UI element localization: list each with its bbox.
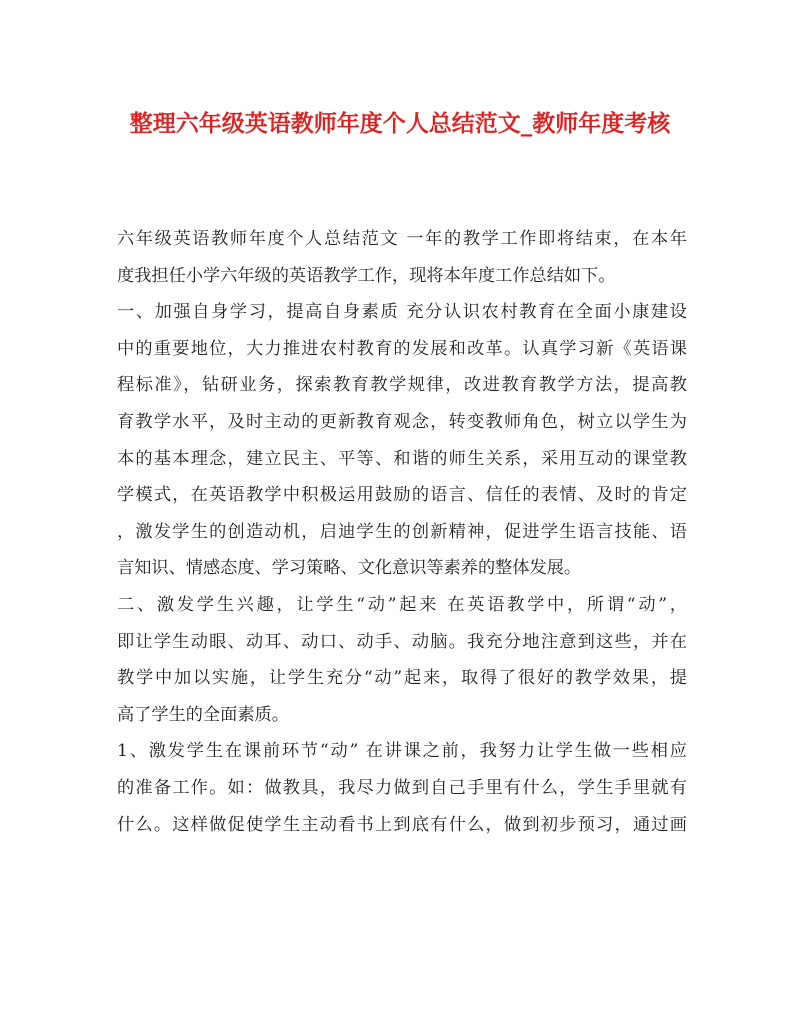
- text-line: 的准备工作。如：做教具，我尽力做到自己手里有什么，学生手里就有: [117, 777, 687, 798]
- document-title: 整理六年级英语教师年度个人总结范文_教师年度考核: [129, 110, 671, 137]
- text-line: 即让学生动眼、动耳、动口、动手、动脑。我充分地注意到这些，并在: [117, 631, 687, 652]
- text-line: 学模式，在英语教学中积极运用鼓励的语言、信任的表情、及时的肯定: [117, 485, 687, 506]
- text-line: 一、加强自身学习，提高自身素质 充分认识农村教育在全面小康建设: [117, 302, 687, 323]
- text-line: 中的重要地位，大力推进农村教育的发展和改革。认真学习新《英语课: [117, 338, 687, 359]
- text-line: 六年级英语教师年度个人总结范文 一年的教学工作即将结束，在本年: [117, 229, 687, 249]
- text-line: 程标准》，钻研业务，探索教育教学规律，改进教育教学方法，提高教: [117, 375, 687, 396]
- text-line: 什么。这样做促使学生主动看书上到底有什么，做到初步预习，通过画: [117, 814, 687, 835]
- text-line: 1、激发学生在课前环节“动” 在讲课之前，我努力让学生做一些相应: [117, 741, 687, 762]
- text-line: 教学中加以实施，让学生充分“动”起来，取得了很好的教学效果，提: [117, 668, 687, 689]
- text-line: ，激发学生的创造动机，启迪学生的创新精神，促进学生语言技能、语: [117, 521, 687, 542]
- text-line: 育教学水平，及时主动的更新教育观念，转变教师角色，树立以学生为: [117, 411, 687, 432]
- text-line: 高了学生的全面素质。: [117, 704, 289, 725]
- document-body: [117, 221, 687, 843]
- text-line: 本的基本理念，建立民主、平等、和谐的师生关系，采用互动的课堂教: [117, 448, 687, 469]
- text-line: 二、激发学生兴趣，让学生“动”起来 在英语教学中，所谓“动”，: [117, 594, 687, 615]
- text-line: 言知识、情感态度、学习策略、文化意识等素养的整体发展。: [117, 558, 582, 579]
- text-line: 度我担任小学六年级的英语教学工作，现将本年度工作总结如下。: [117, 265, 616, 286]
